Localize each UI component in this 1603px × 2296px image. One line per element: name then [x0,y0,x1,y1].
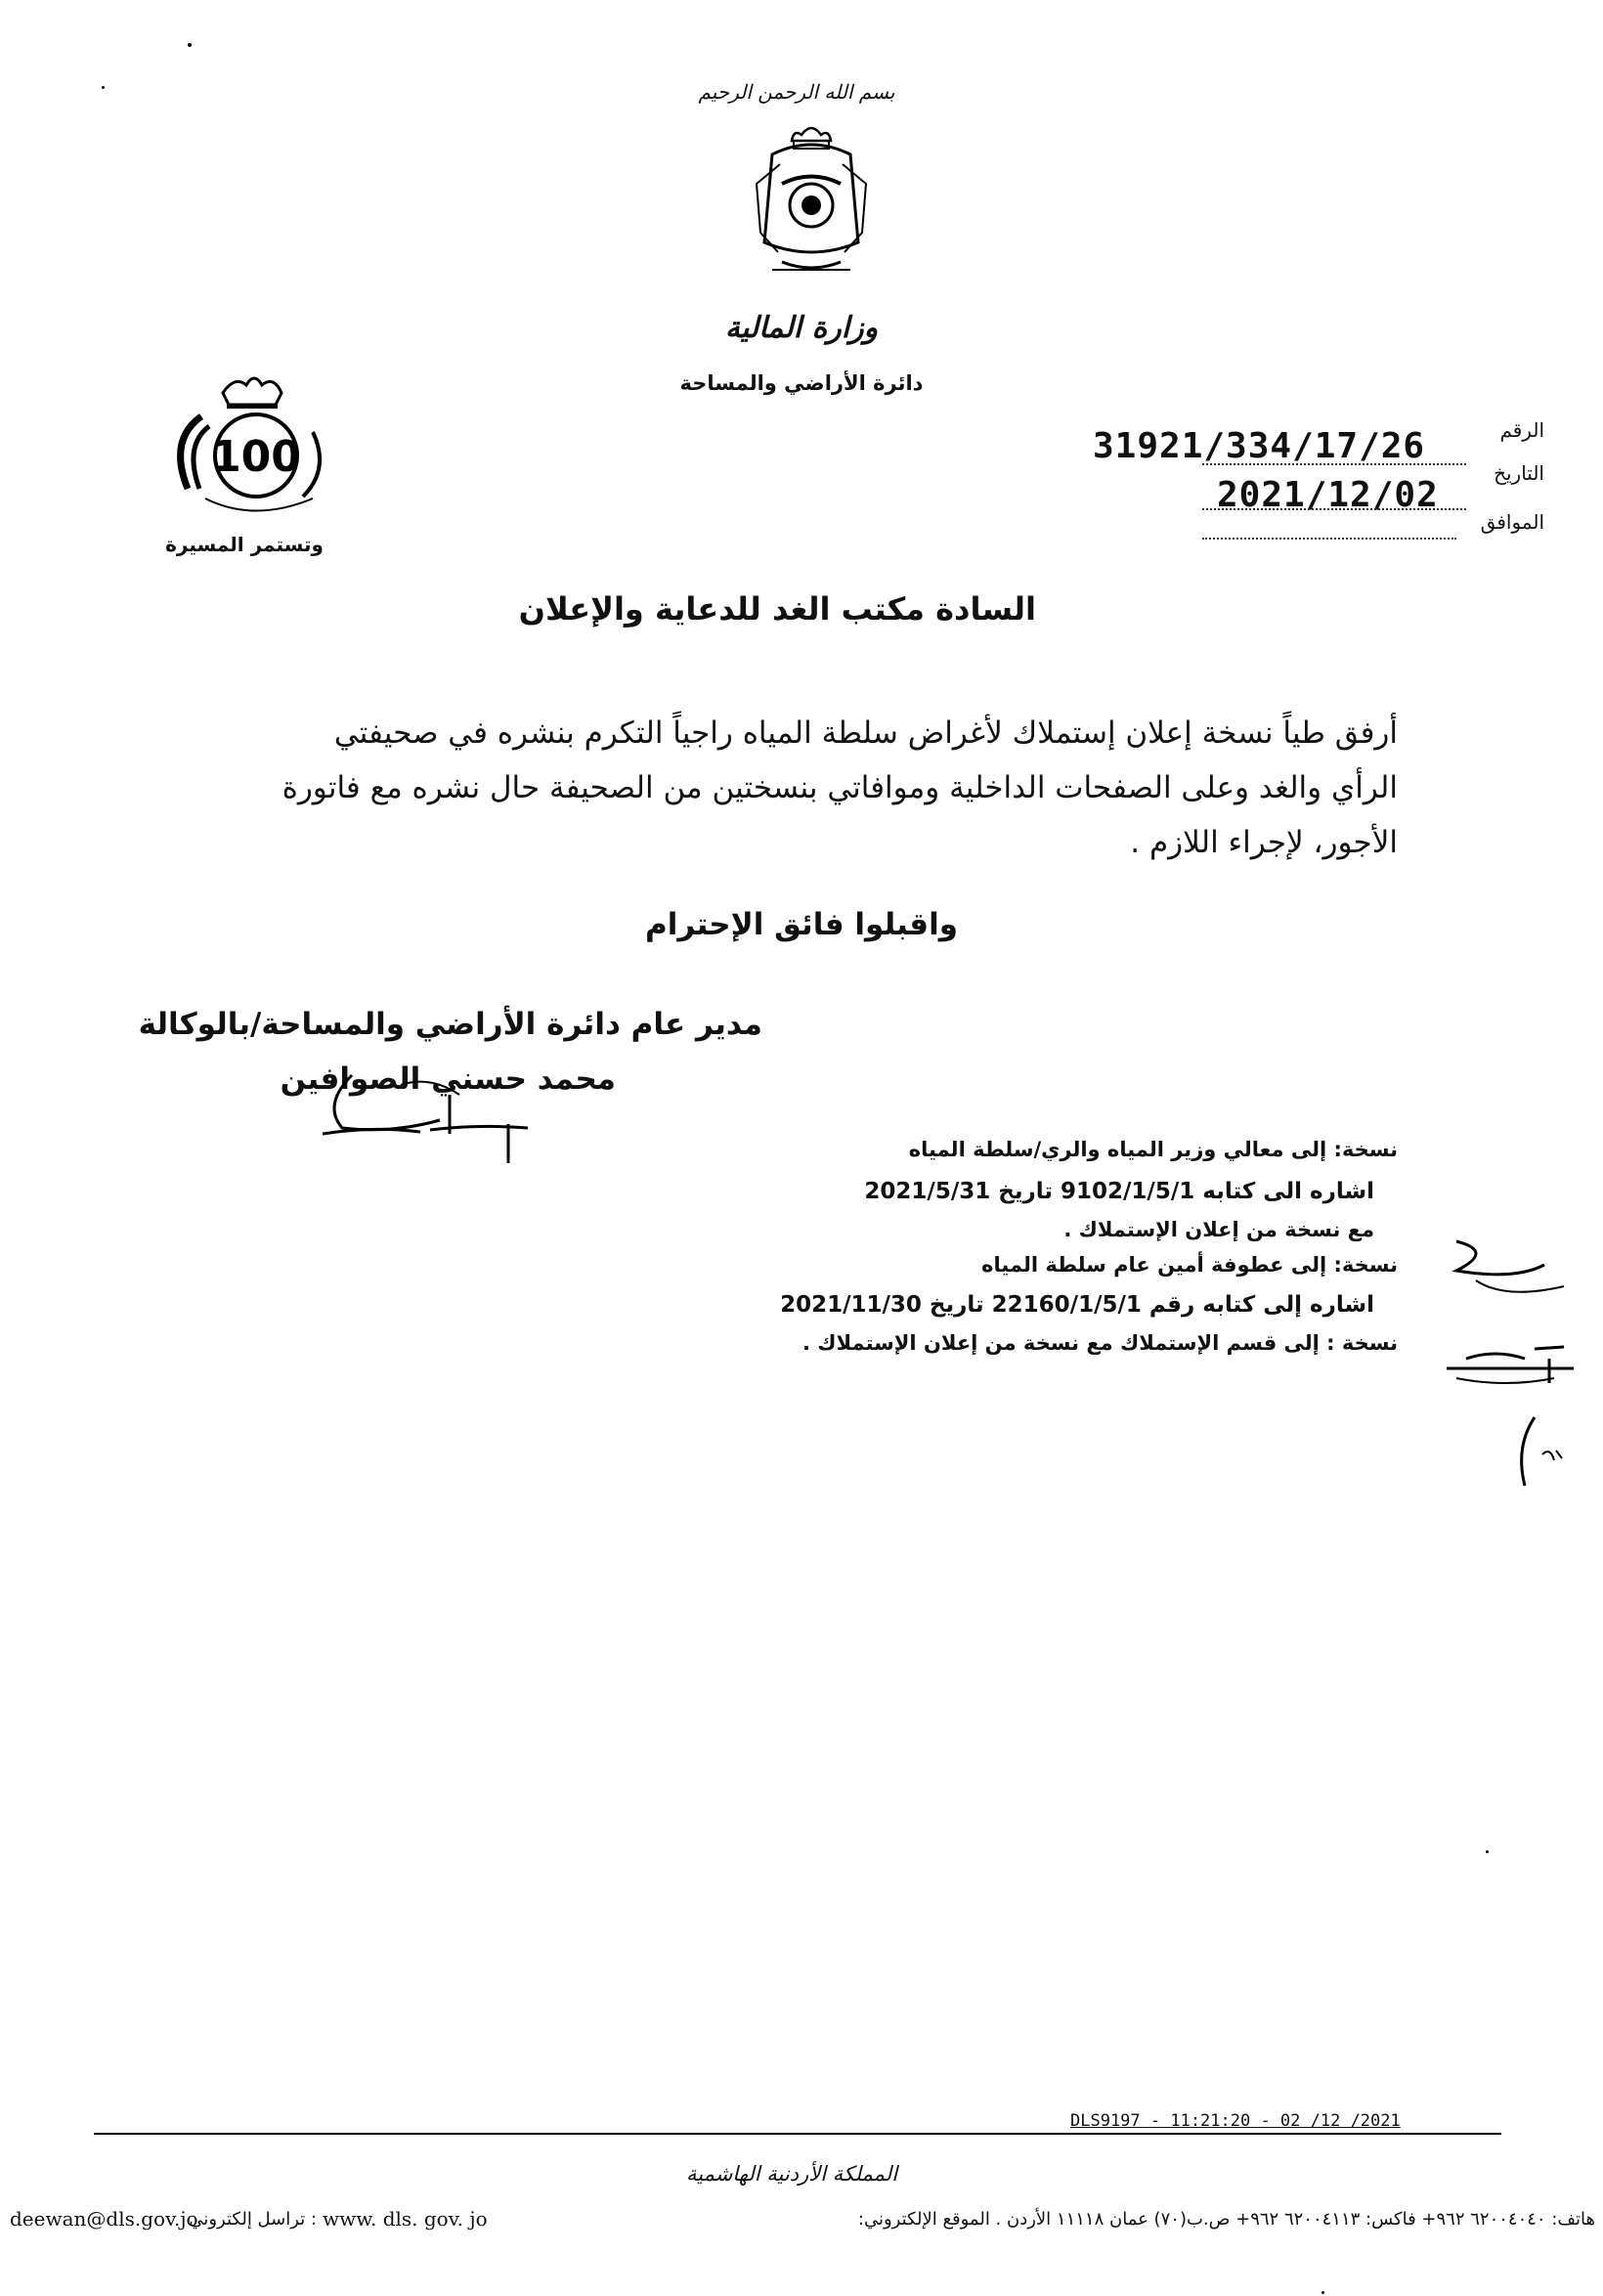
ref-corresponding-label: الموافق [1480,510,1544,534]
closing: واقبلوا فائق الإحترام [644,907,958,942]
ref-date-dots [1202,508,1466,510]
footer-divider [94,2133,1501,2135]
ref-corresponding-dots [1202,538,1456,540]
body-line-1: أرفق طياً نسخة إعلان إستملاك لأغراض سلطة المياه راجياً التكرم بنشره في صحيفتي [333,715,1398,751]
copy-line-6: نسخة : إلى قسم الإستملاك مع نسخة من إعلان الإستملاك . [802,1331,1398,1355]
ministry-name: وزارة المالية [724,311,879,345]
ref-date-label: التاريخ [1494,461,1544,485]
copy-line-1: نسخة: إلى معالي وزير المياه والري/سلطة المياه [908,1138,1398,1161]
ref-date-value: 2021/12/02 [1217,475,1439,515]
copy-line-4: نسخة: إلى عطوفة أمين عام سلطة المياه [981,1253,1398,1277]
ref-number-label: الرقم [1499,418,1544,442]
footer-address: هاتف: ٦٢٠٠٤٠٤٠ ٩٦٢+ فاكس: ٦٢٠٠٤١١٣ ٩٦٢+ ص.ب(٧٠) عمان ١١١١٨ الأردن . الموقع الإلكتروني: [857,2209,1595,2230]
footer-email: deewan@dls.gov.jo [10,2207,198,2231]
speck [1486,1850,1489,1853]
speck [1321,2291,1324,2294]
centennial-slogan: وتستمر المسيرة [165,533,324,556]
footer-website: www. dls. gov. jo [323,2207,488,2231]
signatory-title: مدير عام دائرة الأراضي والمساحة/بالوكالة [138,1007,762,1042]
ref-number-dots [1202,463,1466,465]
footer-kingdom: المملكة الأردنية الهاشمية [685,2162,898,2186]
body-line-2: الرأي والغد وعلى الصفحات الداخلية وموافاتي بنسختين من الصحيفة حال نشره مع فاتورة [282,770,1398,805]
centennial-number: 100 [211,432,301,482]
copy-line-5: اشاره إلى كتابه رقم 22160/1/5/1 تاريخ 2021/11/30 [780,1292,1374,1318]
coat-of-arms-emblem [743,115,880,282]
signatory-name: محمد حسني الصوافين [280,1061,616,1097]
signature-scribble [313,1065,547,1173]
ref-number-value: 31921/334/17/26 [1093,426,1426,466]
speck [188,43,192,47]
footer-contact-row [0,2207,1603,2236]
department-name: دائرة الأراضي والمساحة [679,371,924,395]
copy-line-2: اشاره الى كتابه 9102/1/5/1 تاريخ 2021/5/31 [864,1179,1374,1204]
centennial-logo [166,362,332,528]
footer-email-label: : تراسل إلكتروني [189,2209,317,2230]
body-line-3: الأجور، لإجراء اللازم . [1130,825,1398,860]
copy-line-3: مع نسخة من إعلان الإستملاك . [1063,1218,1374,1241]
system-stamp: DLS9197 - 11:21:20 - 02 /12 /2021 [1070,2111,1401,2131]
speck [102,86,105,89]
basmala: بسم الله الرحمن الرحيم [698,80,895,104]
margin-initials [1427,1212,1593,1505]
recipient: السادة مكتب الغد للدعاية والإعلان [518,590,1036,628]
